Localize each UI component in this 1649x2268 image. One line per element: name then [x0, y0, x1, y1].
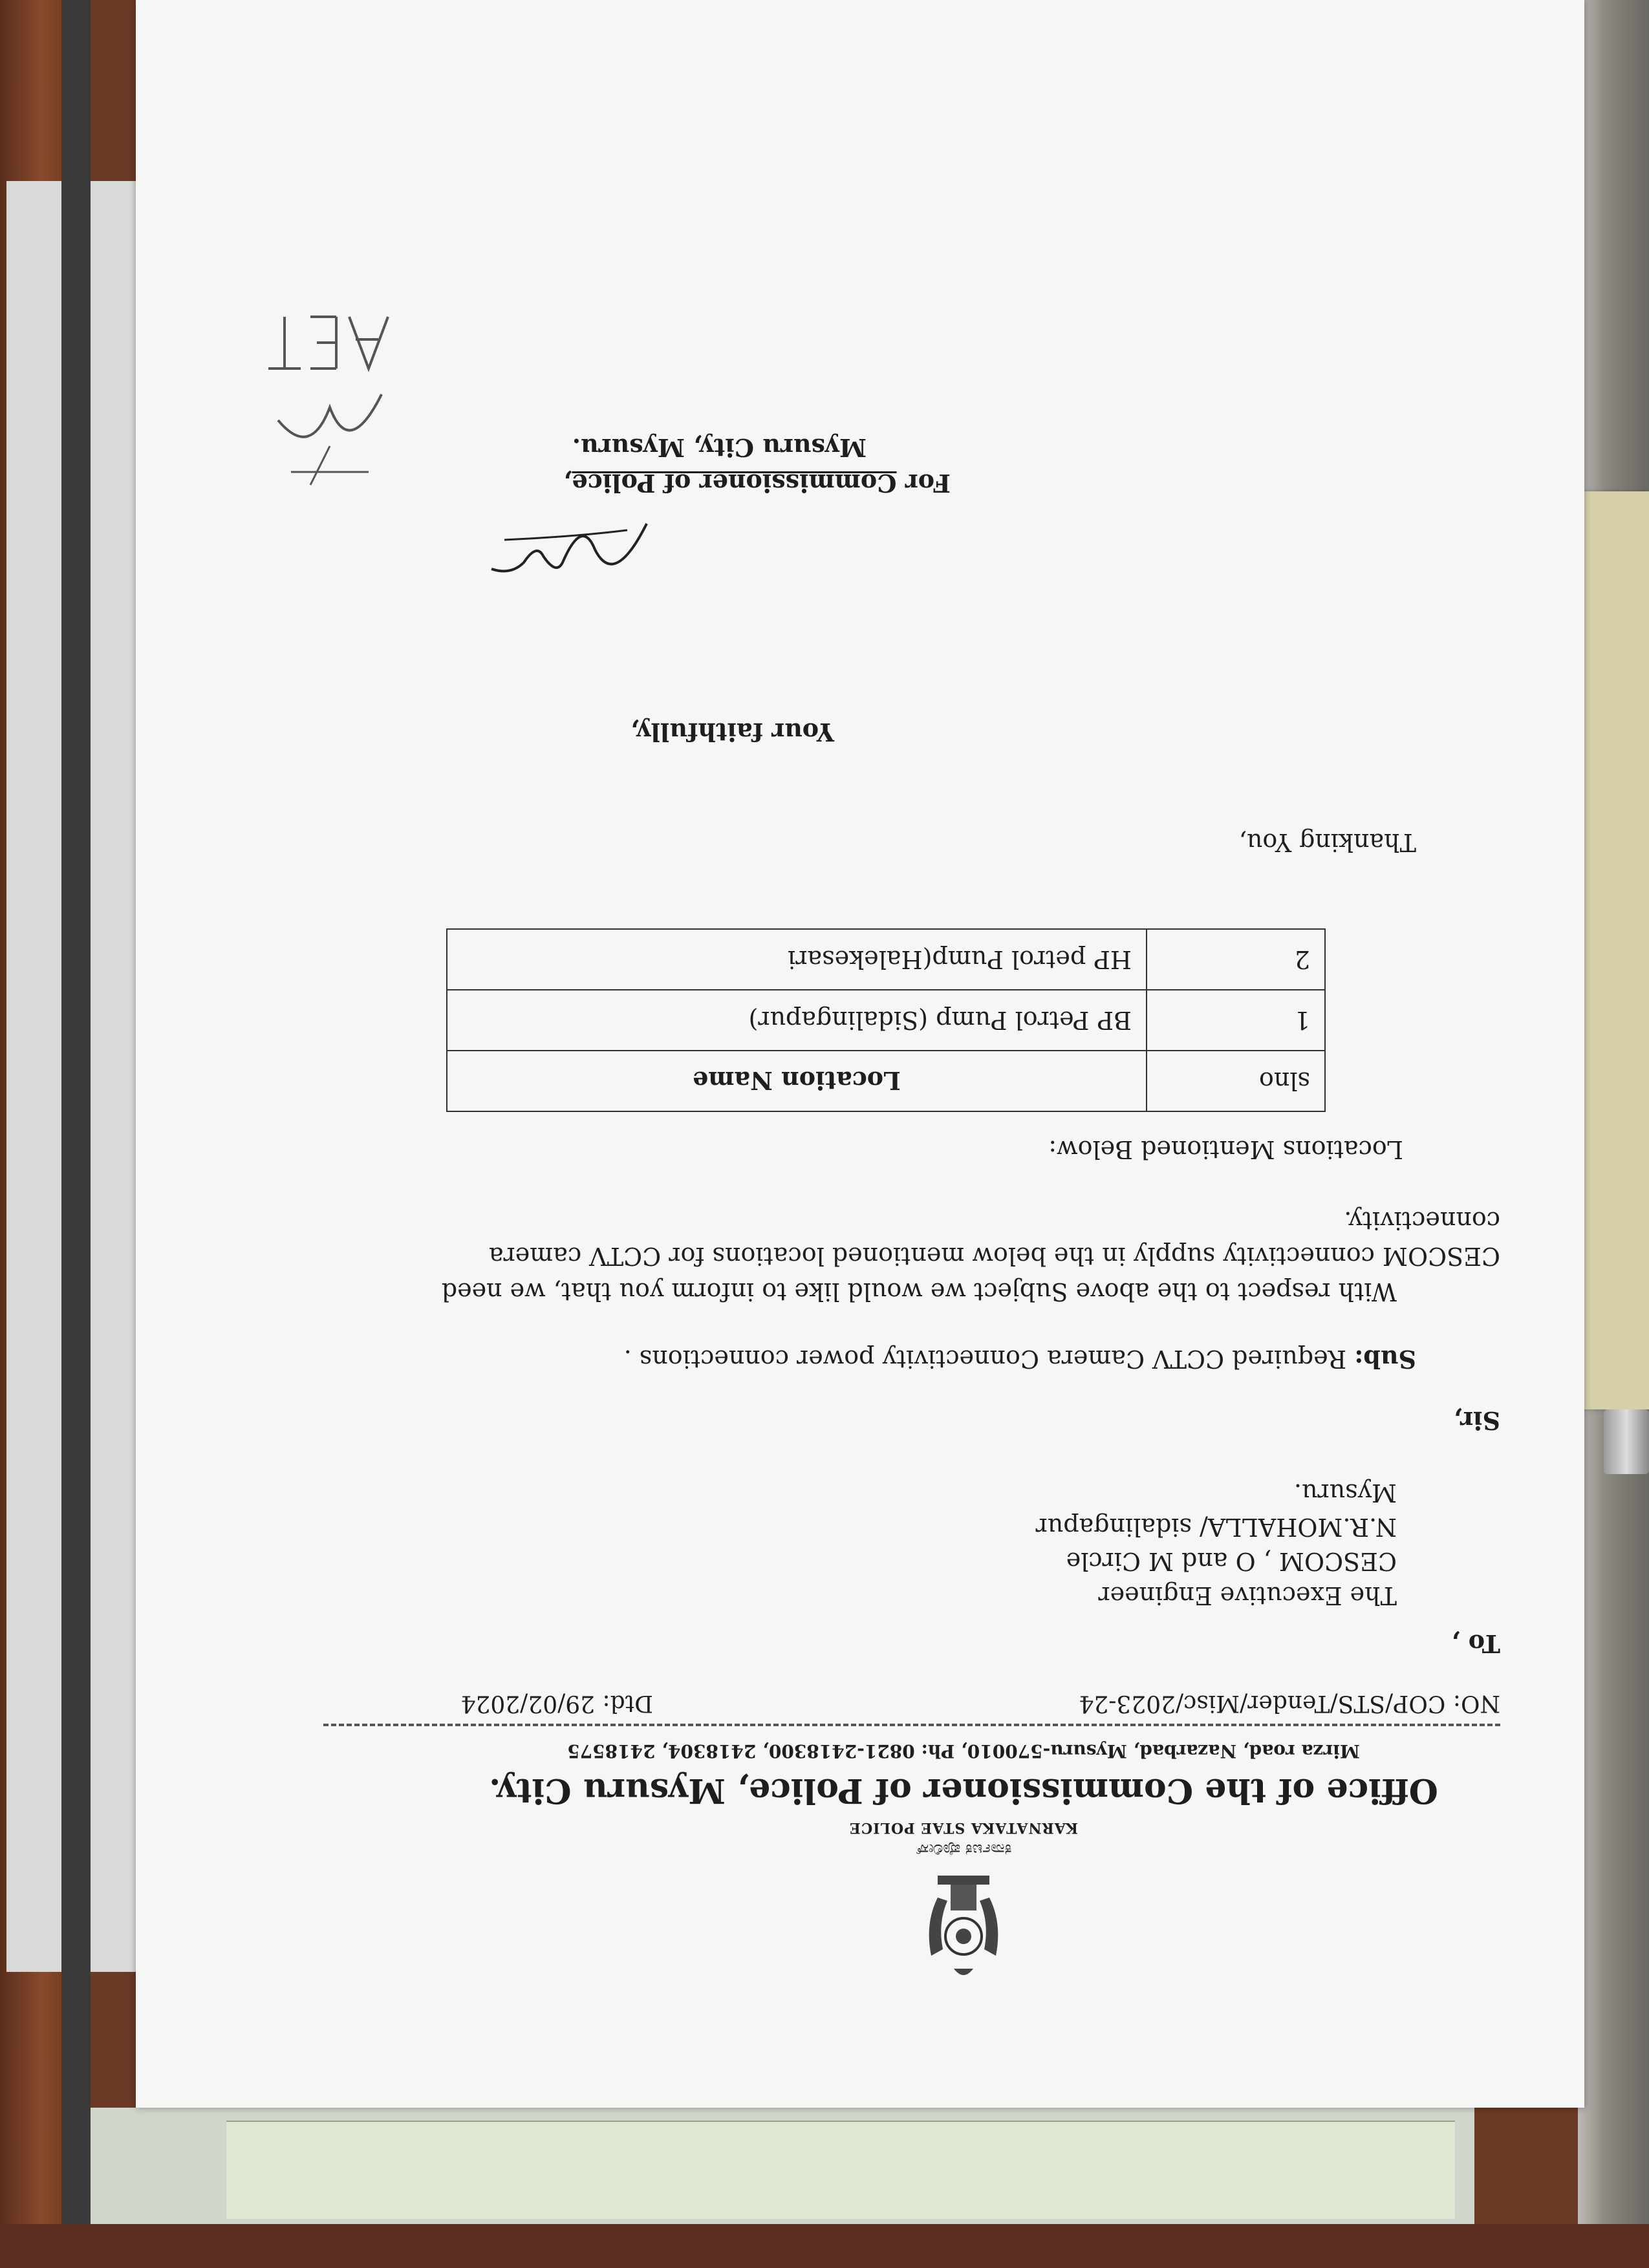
table-header-cell: Location Name	[447, 1051, 1147, 1111]
recipient-line: CESCOM , O and M Circle	[1066, 1547, 1397, 1576]
reference-number: NO: COP/STS/Tender/Misc/2023-24	[1079, 1690, 1500, 1717]
underlying-paper-bottom-green	[226, 2121, 1455, 2219]
body-paragraph: With respect to the above Subject we would like to inform you that, we need CESCOM connectivity supply in the below mentioned locations for CCTV camera connectivity.	[441, 1206, 1500, 1306]
table-header-row	[447, 1051, 1325, 1111]
table-cell: BP Petrol Pump (Sidalingapur)	[447, 990, 1147, 1051]
office-address: Mirza road, Nazarbad, Mysuru-570010, Ph: 0821-2418300, 2418304, 2418575	[567, 1740, 1360, 1762]
subject-text: Required CCTV Camera Connectivity power connections .	[623, 1345, 1347, 1373]
table-header-cell: slno	[1147, 1051, 1325, 1111]
table-cell: 1	[1147, 990, 1325, 1051]
subject-line	[624, 1345, 1416, 1374]
shadow-strip	[61, 0, 91, 2268]
sticky-note	[1581, 491, 1649, 1409]
closing-yours: Your faithfully,	[630, 718, 834, 747]
table-row	[447, 990, 1325, 1051]
desk-edge-bottom	[0, 2224, 1649, 2268]
state-emblem-icon	[918, 1865, 1009, 1982]
recipient-line: Mysuru.	[1293, 1479, 1397, 1507]
locations-label: Locations Mentioned Below:	[1048, 1135, 1403, 1164]
handwritten-initials-icon	[265, 304, 407, 498]
recipient-line: The Executive Engineer	[1098, 1581, 1397, 1610]
binder-clip	[1604, 1409, 1649, 1474]
closing-thanks: Thanking You,	[1238, 828, 1416, 857]
city-line: Mysuru City, Mysuru.	[572, 433, 867, 462]
subject-label: Sub:	[1354, 1345, 1416, 1374]
salutation: Sir,	[1453, 1406, 1500, 1435]
table-cell: 2	[1147, 929, 1325, 990]
office-title: Office of the Commissioner of Police, Mysuru City.	[489, 1771, 1438, 1810]
for-commissioner-line	[563, 469, 951, 498]
letter-content-rotated	[136, 0, 1584, 2108]
for-suffix: ,	[563, 469, 572, 498]
letter-page	[136, 0, 1584, 2108]
locations-table	[446, 928, 1326, 1112]
signature-icon	[485, 504, 653, 601]
to-label: To ,	[1451, 1629, 1500, 1658]
table-cell: HP petrol Pump(Halekesari	[447, 929, 1147, 990]
header-divider	[323, 1724, 1500, 1726]
table-row	[447, 929, 1325, 990]
state-name-english: KARNATAKA STAE POLICE	[848, 1819, 1079, 1836]
recipient-line: N.R.MOHALLA/ sidalingapur	[1035, 1513, 1397, 1541]
for-commissioner-underlined: Commissioner of Police	[572, 469, 897, 498]
for-prefix: For	[896, 469, 951, 498]
state-name-kannada: ಕರ್ನಾಟಕ ಪೊಲೀಸ್	[915, 1841, 1012, 1859]
reference-date: Dtd: 29/02/2024	[460, 1690, 653, 1717]
